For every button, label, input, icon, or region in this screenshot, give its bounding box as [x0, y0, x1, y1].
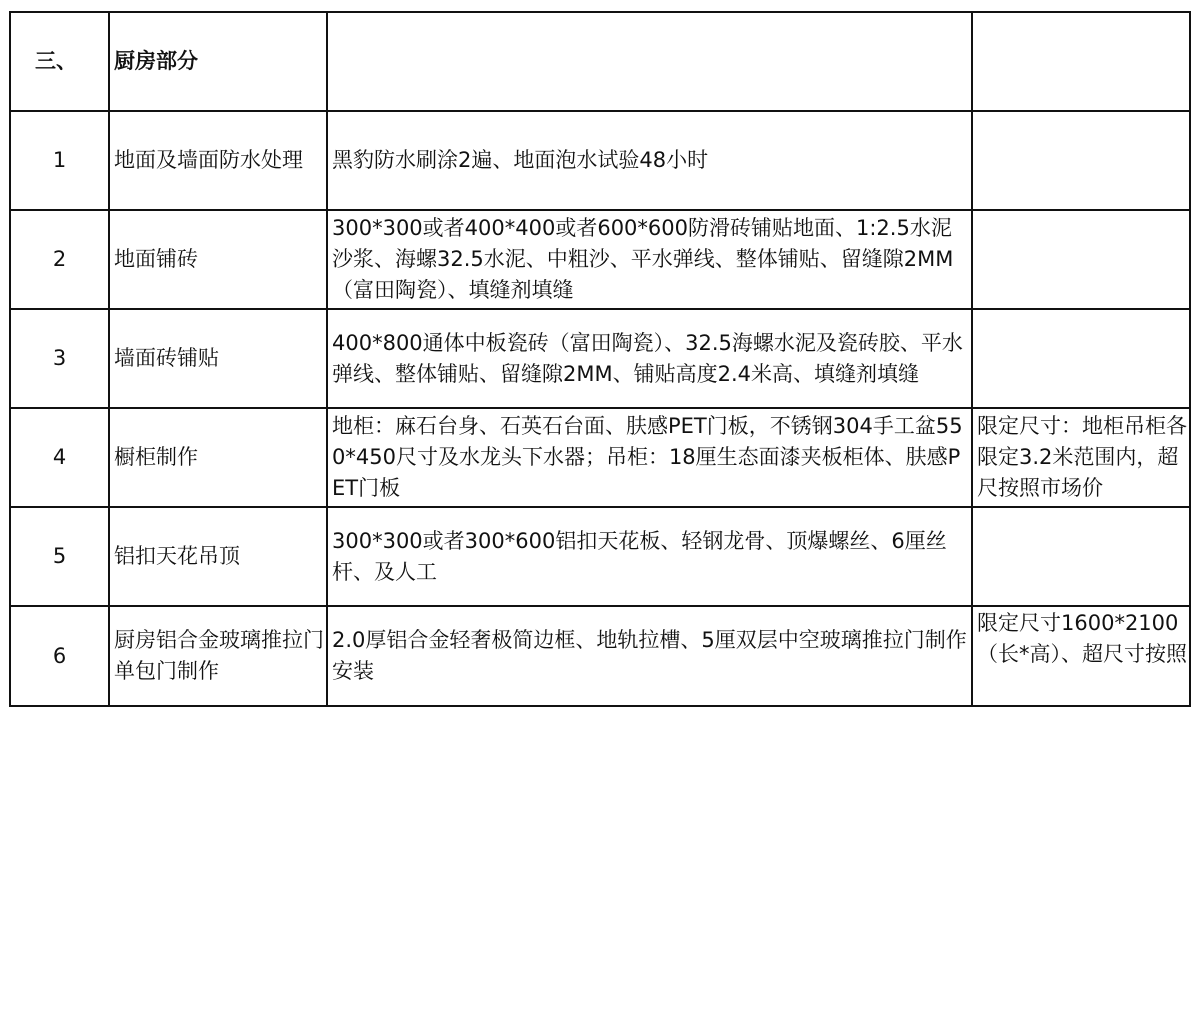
table-row: [10, 111, 1190, 210]
row-content: 地柜：麻石台身、石英石台面、肤感PET门板，不锈钢304手工盆550*450尺寸及水龙头下水器；吊柜：18厘生态面漆夹板柜体、肤感PET门板: [327, 408, 972, 507]
section-note-cell: [972, 12, 1190, 111]
row-note: 限定尺寸：地柜吊柜各限定3.2米范围内，超尺按照市场价: [972, 408, 1190, 507]
row-number: 6: [10, 606, 109, 706]
kitchen-quote-table: [9, 11, 1191, 707]
row-note-cell: [972, 606, 1190, 706]
table-row: [10, 210, 1190, 309]
row-number: 5: [10, 507, 109, 606]
table-row: [10, 507, 1190, 606]
row-item: 墙面砖铺贴: [109, 309, 327, 408]
row-number: 1: [10, 111, 109, 210]
row-item: 铝扣天花吊顶: [109, 507, 327, 606]
section-number: 三、: [10, 12, 109, 111]
row-content: 400*800通体中板瓷砖（富田陶瓷）、32.5海螺水泥及瓷砖胶、平水弹线、整体铺贴、留缝隙2MM、铺贴高度2.4米高、填缝剂填缝: [327, 309, 972, 408]
row-content: 2.0厚铝合金轻奢极简边框、地轨拉槽、5厘双层中空玻璃推拉门制作安装: [327, 606, 972, 706]
table-row: [10, 309, 1190, 408]
section-title: 厨房部分: [109, 12, 327, 111]
row-item: 厨房铝合金玻璃推拉门单包门制作: [109, 606, 327, 706]
row-note: [972, 309, 1190, 408]
row-note: [972, 111, 1190, 210]
row-number: 3: [10, 309, 109, 408]
section-content-cell: [327, 12, 972, 111]
row-number: 4: [10, 408, 109, 507]
row-note: [972, 210, 1190, 309]
section-header-row: [10, 12, 1190, 111]
row-note: [972, 507, 1190, 606]
row-content: 黑豹防水刷涂2遍、地面泡水试验48小时: [327, 111, 972, 210]
row-content: 300*300或者300*600铝扣天花板、轻钢龙骨、顶爆螺丝、6厘丝杆、及人工: [327, 507, 972, 606]
table-row: [10, 606, 1190, 706]
row-item: 地面铺砖: [109, 210, 327, 309]
row-item: 橱柜制作: [109, 408, 327, 507]
row-item: 地面及墙面防水处理: [109, 111, 327, 210]
row-number: 2: [10, 210, 109, 309]
row-note: 限定尺寸1600*2100（长*高）、超尺寸按照: [977, 611, 1187, 666]
table-row: [10, 408, 1190, 507]
row-content: 300*300或者400*400或者600*600防滑砖铺贴地面、1:2.5水泥沙浆、海螺32.5水泥、中粗沙、平水弹线、整体铺贴、留缝隙2MM（富田陶瓷）、填缝剂填缝: [327, 210, 972, 309]
